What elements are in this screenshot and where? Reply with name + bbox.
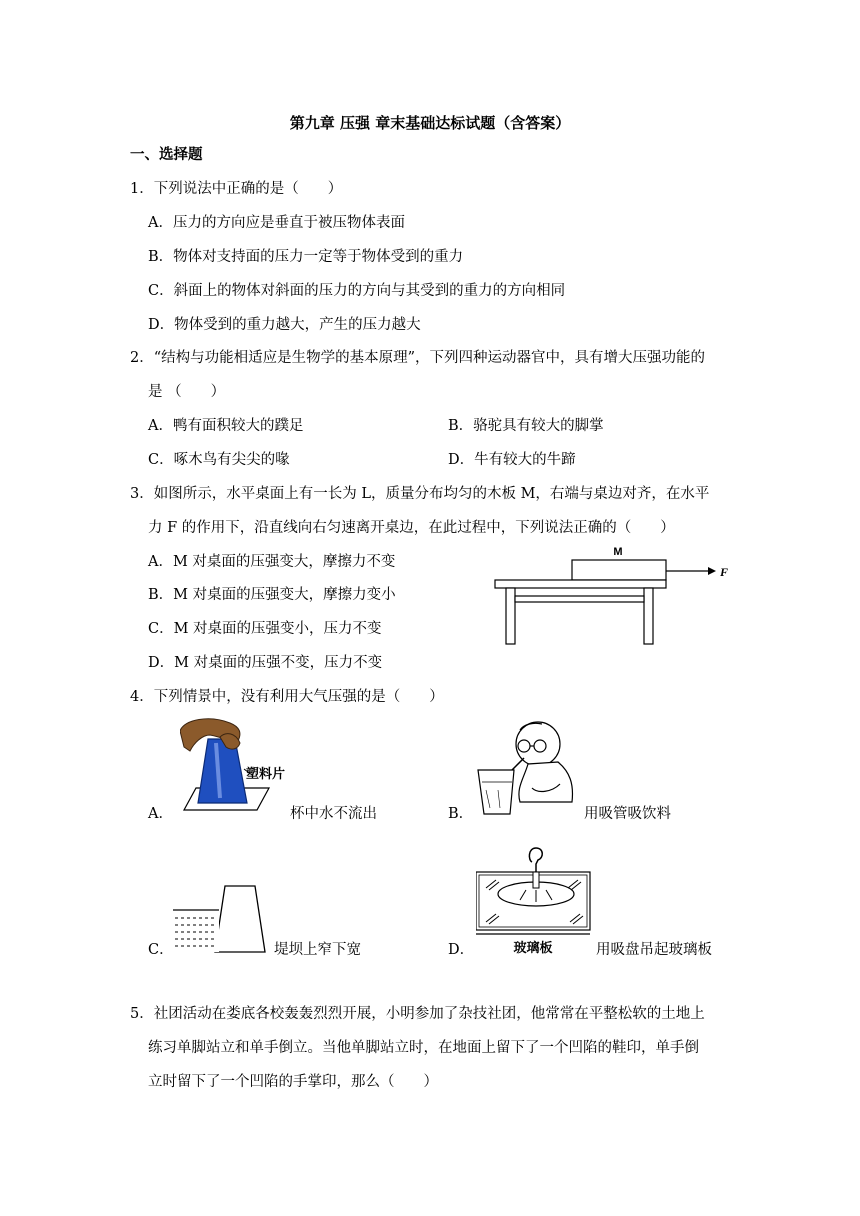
q4-option-d-letter: D． (448, 942, 475, 958)
q4-option-d-text: 用吸盘吊起玻璃板 (596, 942, 712, 958)
q2-option-d: D．牛有较大的牛蹄 (448, 452, 576, 468)
q1-option-a: A．压力的方向应是垂直于被压物体表面 (148, 215, 405, 231)
q4-option-a-letter: A． (148, 806, 173, 822)
q5-line2: 练习单脚站立和单手倒立。当他单脚站立时，在地面上留下了一个凹陷的鞋印，单手倒 (148, 1040, 699, 1056)
dam-figure (173, 882, 273, 954)
q1-option-c: C．斜面上的物体对斜面的压力的方向与其受到的重力的方向相同 (148, 283, 566, 299)
q3-option-a: A．M 对桌面的压强变大，摩擦力不变 (148, 554, 396, 570)
suction-cup-glass-figure (476, 842, 596, 958)
q3-stem-line2: 力 F 的作用下，沿直线向右匀速离开桌边，在此过程中，下列说法正确的（ ） (148, 520, 675, 536)
q4-stem: 4．下列情景中，没有利用大气压强的是（ ） (130, 689, 444, 705)
page-title: 第九章 压强 章末基础达标试题（含答案） (289, 114, 571, 132)
q2-option-a: A．鸭有面积较大的蹼足 (148, 418, 304, 434)
section-heading: 一、选择题 (130, 147, 203, 163)
q2-stem-line2: 是 （ ） (148, 384, 226, 400)
q2-option-c: C．啄木鸟有尖尖的喙 (148, 452, 290, 468)
label-glass-plate: 玻璃板 (513, 940, 553, 955)
q1-stem: 1．下列说法中正确的是（ ） (130, 181, 343, 197)
arrow-right-icon (708, 567, 716, 575)
label-f: F (720, 565, 729, 579)
q3-stem-line1: 3．如图所示，水平桌面上有一长为 L，质量分布均匀的木板 M，右端与桌边对齐，在水平 (130, 486, 710, 502)
q3-option-c: C．M 对桌面的压强变小，压力不变 (148, 621, 382, 637)
q2-option-b: B．骆驼具有较大的脚掌 (448, 418, 604, 434)
q4-option-c-text: 堤坝上窄下宽 (274, 942, 361, 958)
q3-option-d: D．M 对桌面的压强不变，压力不变 (148, 655, 383, 671)
q4-option-c-letter: C． (148, 942, 174, 958)
table-top (495, 580, 666, 588)
table-board-figure (490, 540, 730, 646)
label-m: M (613, 546, 623, 558)
q2-stem-line1: 2．“结构与功能相适应是生物学的基本原理”，下列四种运动器官中，具有增大压强功能的 (130, 350, 706, 366)
q4-option-a-text: 杯中水不流出 (290, 806, 377, 822)
q4-option-b-text: 用吸管吸饮料 (584, 806, 671, 822)
q5-line3: 立时留下了一个凹陷的手掌印，那么（ ） (148, 1074, 438, 1090)
board-m (572, 560, 666, 580)
q5-line1: 5．社团活动在娄底各校轰轰烈烈开展，小明参加了杂技社团，他常常在平整松软的土地上 (130, 1006, 705, 1022)
cup-water-figure (180, 713, 300, 813)
q1-option-d: D．物体受到的重力越大，产生的压力越大 (148, 317, 421, 333)
q4-option-b-letter: B． (448, 806, 474, 822)
q3-option-b: B．M 对桌面的压强变大，摩擦力变小 (148, 587, 396, 603)
label-plastic-sheet: 塑料片 (246, 766, 286, 781)
q1-option-b: B．物体对支持面的压力一定等于物体受到的重力 (148, 249, 464, 265)
straw-drinking-figure (468, 718, 588, 818)
